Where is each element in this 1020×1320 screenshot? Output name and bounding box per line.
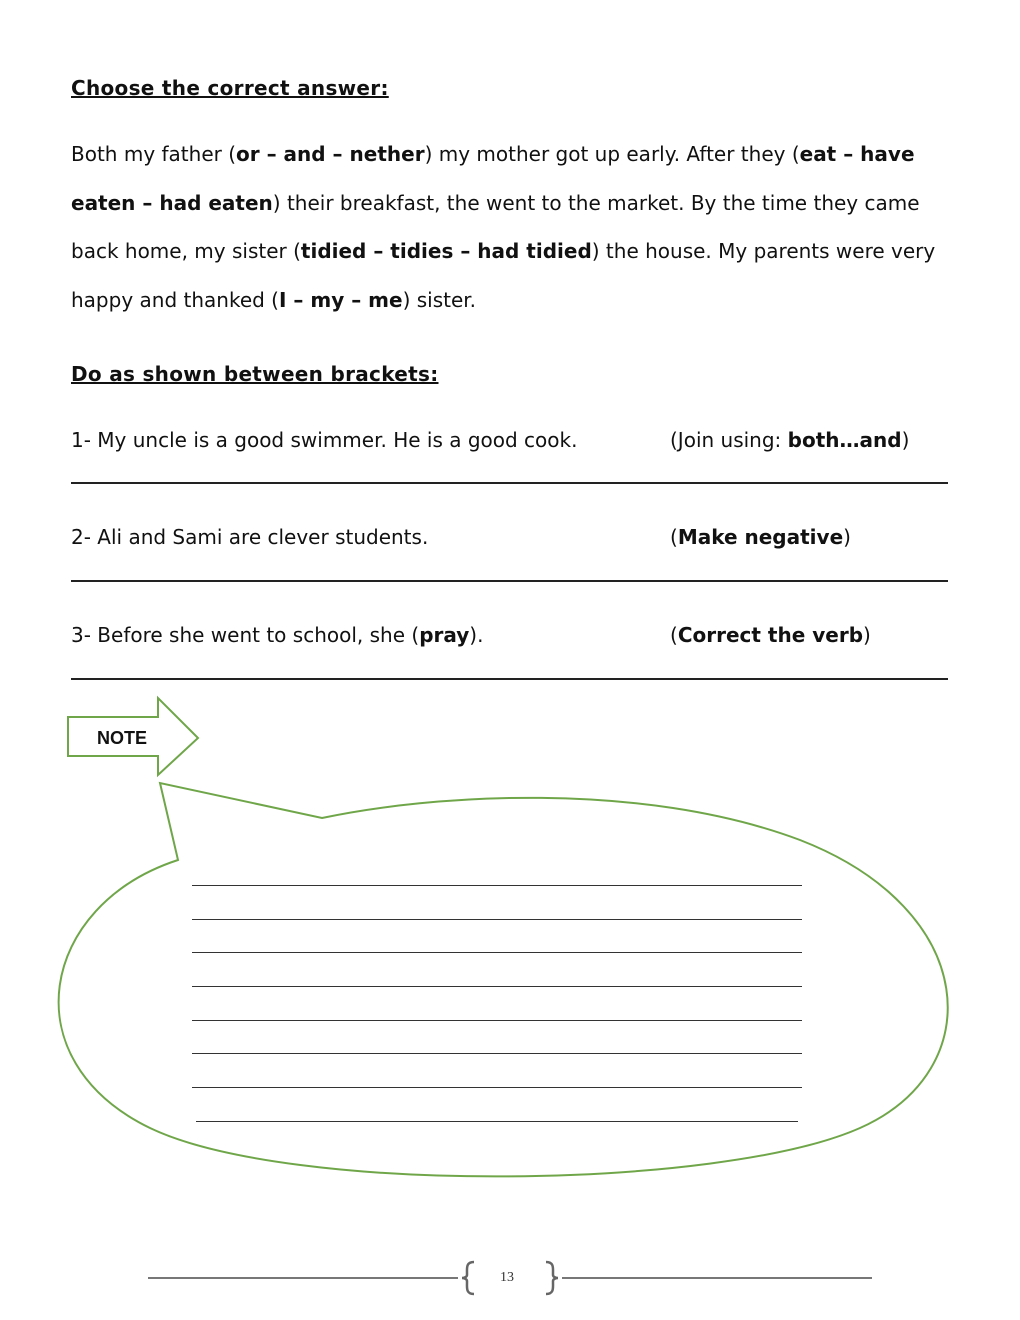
instruction-close: ) [843,525,851,549]
instruction-keyword: Make negative [677,525,844,549]
instruction-keyword: Correct the verb [677,623,864,647]
paragraph-text-4: ) the house. My parents were very happy and thanked ( [71,239,936,312]
instruction-close: ) [863,623,871,647]
question-3-verb: pray [419,623,470,647]
option-group-1[interactable]: or – and – nether [236,142,425,166]
note-line[interactable] [192,919,802,920]
instruction-open: ( [670,623,678,647]
note-line[interactable] [192,1020,802,1021]
right-brace-icon [546,1262,558,1294]
left-brace-icon [462,1262,474,1294]
instruction-open: (Join using: [670,428,788,452]
note-label: NOTE [97,728,148,748]
instruction-keyword: both…and [787,428,902,452]
question-1-sentence: 1- My uncle is a good swimmer. He is a good cook. [71,428,578,452]
note-line[interactable] [192,986,802,987]
note-line[interactable] [192,952,802,953]
page-number: 13 [500,1270,514,1285]
speech-bubble-shape [59,783,948,1176]
option-group-4[interactable]: I – my – me [278,287,403,312]
note-line[interactable] [196,1121,798,1122]
option-group-3[interactable]: tidied – tidies – had tidied [300,239,592,263]
note-line[interactable] [192,1053,802,1054]
question-3-sentence: 3- Before she went to school, she ( [71,623,420,647]
note-line[interactable] [192,1087,802,1088]
paragraph-text-2: ) my mother got up early. After they ( [424,142,800,166]
paragraph-text-1: Both my father ( [71,142,237,166]
choose-answer-heading: Choose the correct answer: [71,76,389,100]
instruction-close: ) [901,428,910,452]
paragraph-text-5: ) sister. [402,287,477,312]
option-group-2[interactable]: eat – have eaten – had eaten [71,142,915,215]
question-2-sentence: 2- Ali and Sami are clever students. [71,525,429,549]
question-3-suffix: ). [469,623,484,647]
paragraph-text-3: ) their breakfast, the went to the market. By the time they came back home, my sister ( [71,190,920,263]
note-line[interactable] [192,885,802,886]
instruction-open: ( [670,525,678,549]
do-as-shown-heading: Do as shown between brackets: [71,362,439,386]
